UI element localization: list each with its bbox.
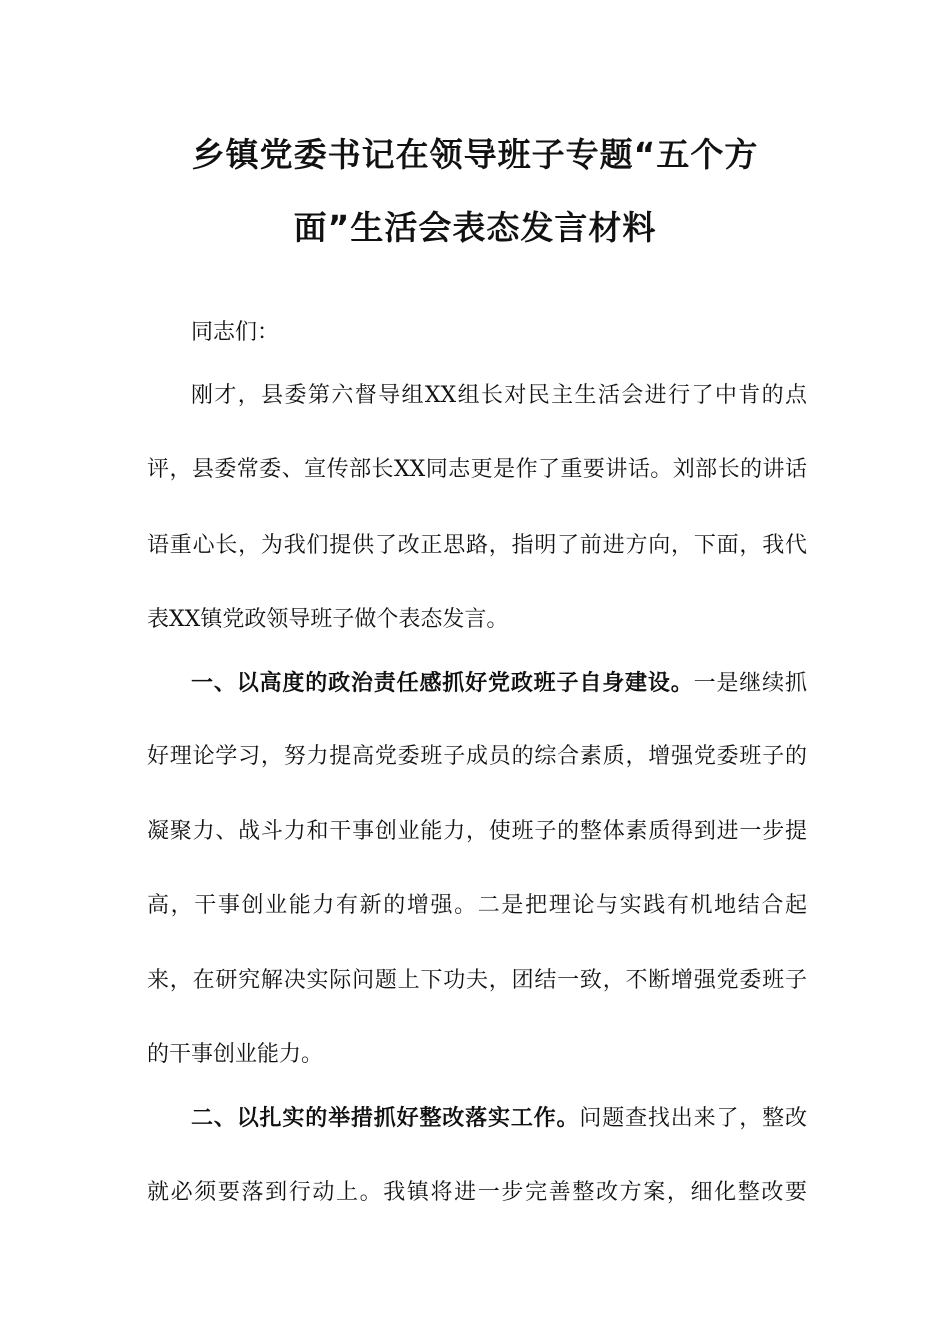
document-title-line-1: 乡镇党委书记在领导班子专题“五个方 <box>191 135 759 174</box>
section-1-line-2: 好理论学习，努力提高党委班子成员的综合素质，增强党委班子的 <box>147 744 807 769</box>
section-1-heading: 一、以高度的政治责任感抓好党政班子自身建设。 <box>191 671 694 696</box>
section-1-line-5: 来，在研究解决实际问题上下功夫，团结一致，不断增强党委班子 <box>147 968 807 993</box>
section-1-line-4: 高，干事创业能力有新的增强。二是把理论与实践有机地结合起 <box>147 893 807 918</box>
section-2-line-2: 就必须要落到行动上。我镇将进一步完善整改方案，细化整改要 <box>147 1180 807 1205</box>
paragraph-1-line-1: 刚才，县委第六督导组XX组长对民主生活会进行了中肯的点 <box>191 383 807 408</box>
section-1-line-3: 凝聚力、战斗力和干事创业能力，使班子的整体素质得到进一步提 <box>147 819 807 844</box>
section-1-first-line-text: 一是继续抓 <box>693 671 807 696</box>
paragraph-1-line-4: 表XX镇党政领导班子做个表态发言。 <box>147 607 509 632</box>
section-2-first-line-text: 问题查找出来了，整改 <box>579 1106 807 1131</box>
section-2-heading: 二、以扎实的举措抓好整改落实工作。 <box>191 1106 580 1131</box>
salutation: 同志们： <box>191 320 280 345</box>
section-1-line-6: 的干事创业能力。 <box>147 1042 324 1067</box>
section-2-first-line <box>191 1104 807 1134</box>
paragraph-1-line-2: 评，县委常委、宣传部长XX同志更是作了重要讲话。刘部长的讲话 <box>147 457 807 482</box>
section-1-first-line <box>191 669 807 699</box>
document-title-line-2: 面”生活会表态发言材料 <box>293 208 657 247</box>
paragraph-1-line-3: 语重心长，为我们提供了改正思路，指明了前进方向，下面，我代 <box>147 533 807 558</box>
